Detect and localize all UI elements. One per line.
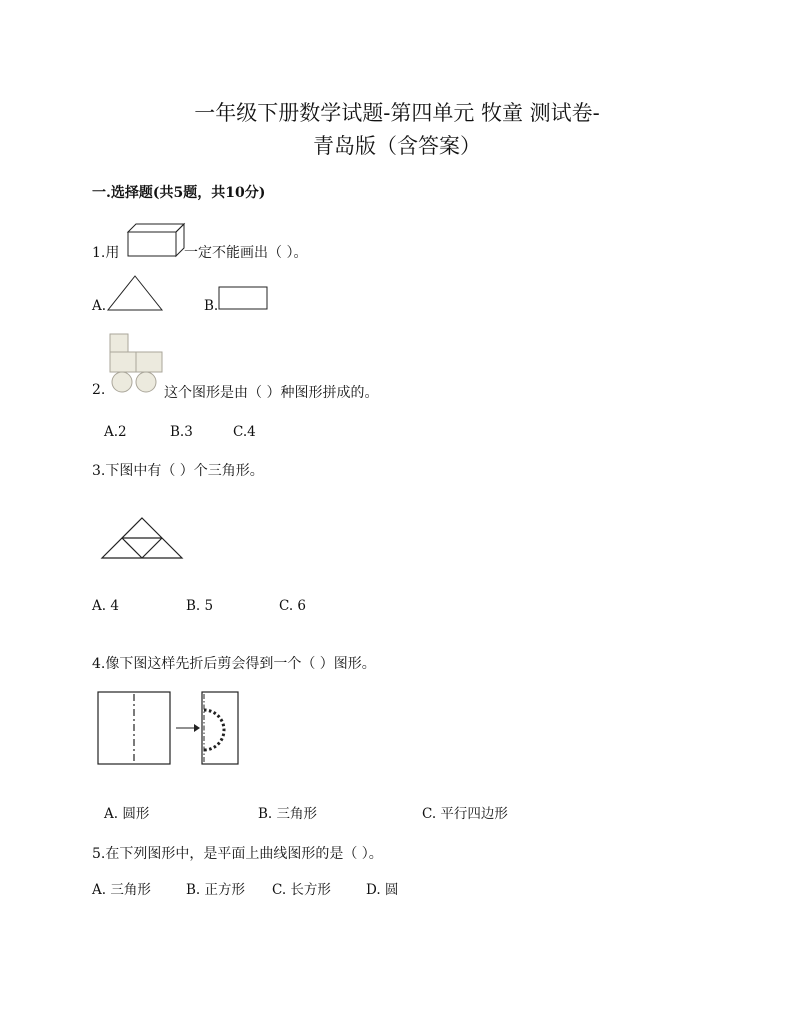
question-2-option-c: C.4 (233, 424, 256, 440)
question-4-stem: 4.像下图这样先折后剪会得到一个（ ）图形。 (92, 656, 376, 672)
question-5-option-c: C. 长方形 (272, 882, 331, 898)
question-3-stem: 3.下图中有（ ）个三角形。 (92, 463, 264, 479)
question-1-option-a: A. (92, 298, 107, 314)
question-5-option-a: A. 三角形 (92, 882, 151, 898)
rectangle-option-figure (218, 286, 270, 312)
question-3-option-b: B. 5 (186, 598, 214, 614)
question-1-prefix: 1.用 (92, 245, 120, 261)
question-5-option-d: D. 圆 (366, 882, 399, 898)
nested-triangles-figure (100, 516, 184, 560)
cart-composite-figure (106, 330, 166, 398)
question-2-prefix: 2. (92, 382, 106, 398)
question-2-option-a: A.2 (104, 424, 127, 440)
section-heading: 一.选择题(共5题，共10分) (92, 185, 266, 201)
question-3-option-c: C. 6 (279, 598, 307, 614)
question-4-option-a: A. 圆形 (104, 806, 150, 822)
cuboid-figure (124, 222, 186, 258)
question-1-stem: 一定不能画出（ ）。 (184, 245, 308, 261)
question-2-stem: 这个图形是由（ ）种图形拼成的。 (164, 385, 379, 401)
fold-and-cut-figure (96, 690, 246, 766)
question-2-option-b: B.3 (170, 424, 193, 440)
question-3-option-a: A. 4 (92, 598, 119, 614)
page-title-line-2: 青岛版（含答案） (313, 134, 481, 158)
question-5-option-b: B. 正方形 (186, 882, 246, 898)
triangle-option-figure (106, 274, 164, 312)
question-5-stem: 5.在下列图形中，是平面上曲线图形的是（ ）。 (92, 846, 383, 862)
question-4-option-c: C. 平行四边形 (422, 806, 508, 822)
question-1-option-b: B. (204, 298, 219, 314)
page-title-line-1: 一年级下册数学试题-第四单元 牧童 测试卷- (194, 101, 600, 125)
question-4-option-b: B. 三角形 (258, 806, 318, 822)
